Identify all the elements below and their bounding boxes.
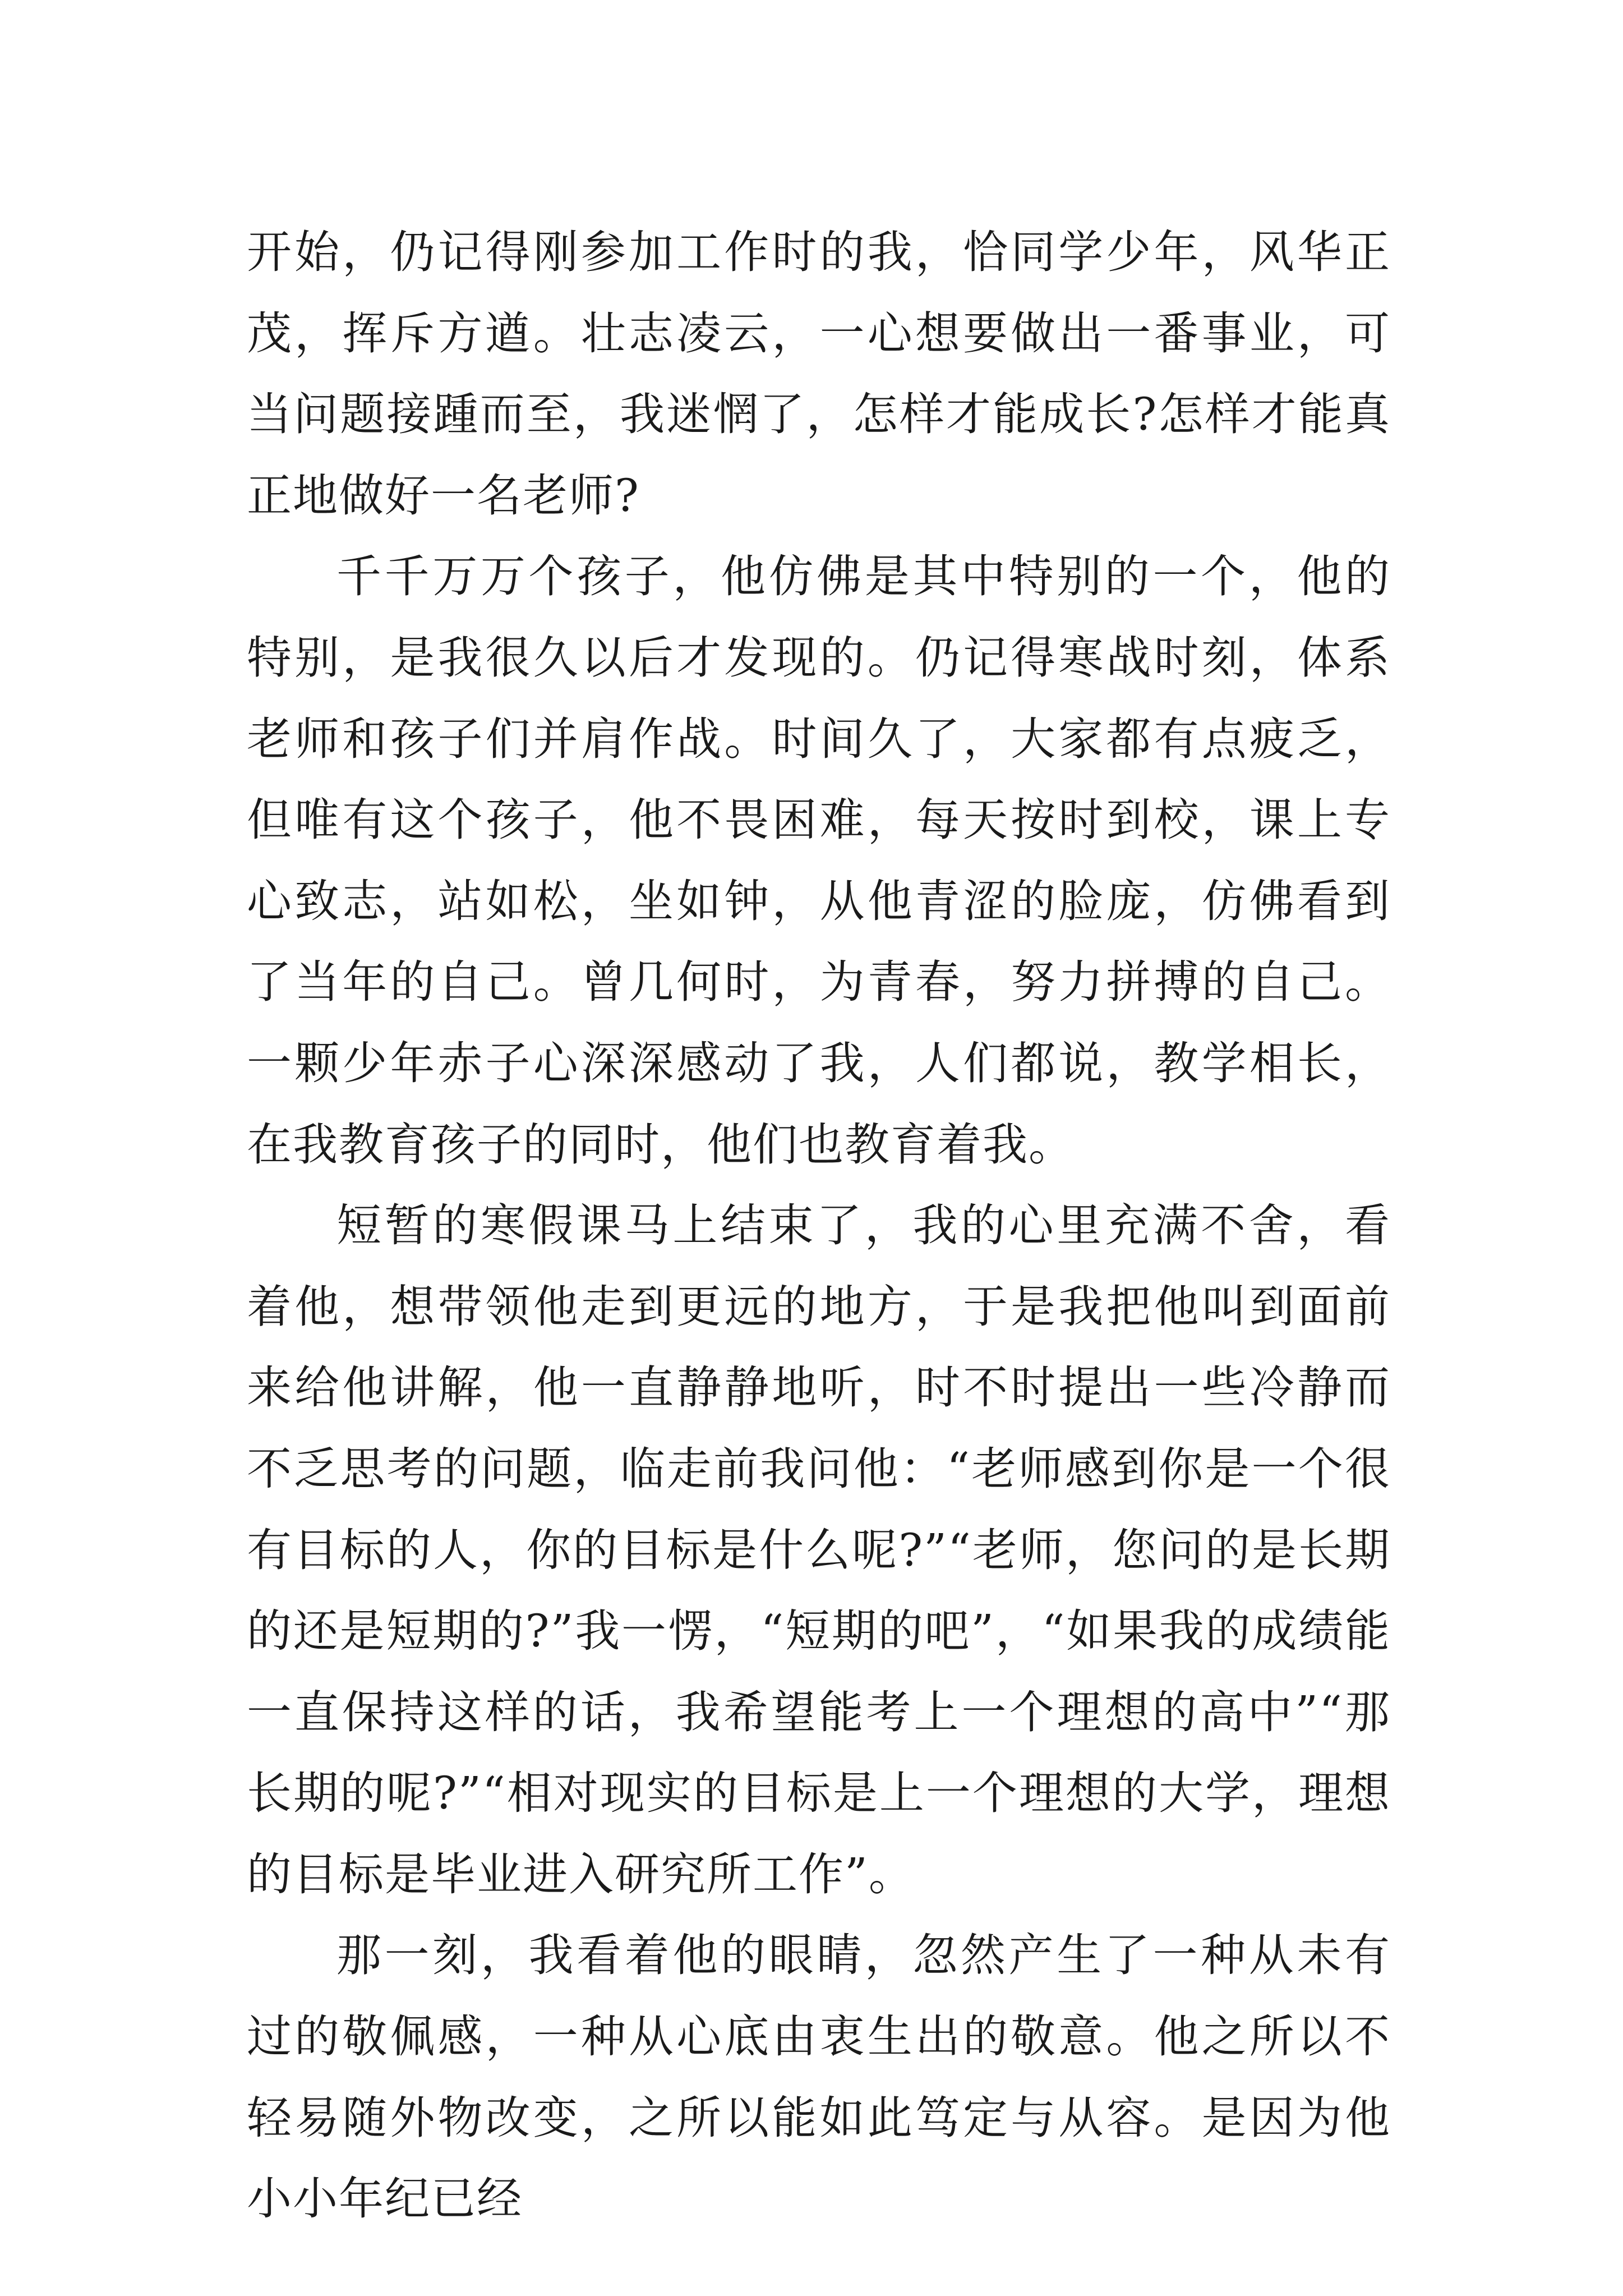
paragraph-4: 那一刻，我看着他的眼睛，忽然产生了一种从未有过的敬佩感，一种从心底由衷生出的敬意。他之所以不轻易随外物改变，之所以能如此笃定与从容。是因为他小小年纪已经	[247, 1929, 1391, 2225]
paragraph-3: 短暂的寒假课马上结束了，我的心里充满不舍，看着他，想带领他走到更远的地方，于是我把他叫到面前来给他讲解，他一直静静地听，时不时提出一些冷静而不乏思考的问题，临走前我问他：“老师感到你是一个很有目标的人，你的目标是什么呢?”“老师，您问的是长期的还是短期的?”我一愣，“短期的吧”，“如果我的成绩能一直保持这样的话，我希望能考上一个理想的高中”“那长期的呢?”“相对现实的目标是上一个理想的大学，理想的目标是毕业进入研究所工作”。	[247, 1199, 1391, 1901]
paragraph-1: 开始，仍记得刚参加工作时的我，恰同学少年，风华正茂，挥斥方遒。壮志凌云，一心想要做出一番事业，可当问题接踵而至，我迷惘了，怎样才能成长?怎样才能真正地做好一名老师?	[247, 226, 1391, 522]
body-text	[247, 212, 1391, 2240]
paragraph-2: 千千万万个孩子，他仿佛是其中特别的一个，他的特别，是我很久以后才发现的。仍记得寒战时刻，体系老师和孩子们并肩作战。时间久了，大家都有点疲乏，但唯有这个孩子，他不畏困难，每天按时到校，课上专心致志，站如松，坐如钟，从他青涩的脸庞，仿佛看到了当年的自己。曾几何时，为青春，努力拼搏的自己。一颗少年赤子心深深感动了我，人们都说，教学相长，在我教育孩子的同时，他们也教育着我。	[247, 550, 1391, 1171]
